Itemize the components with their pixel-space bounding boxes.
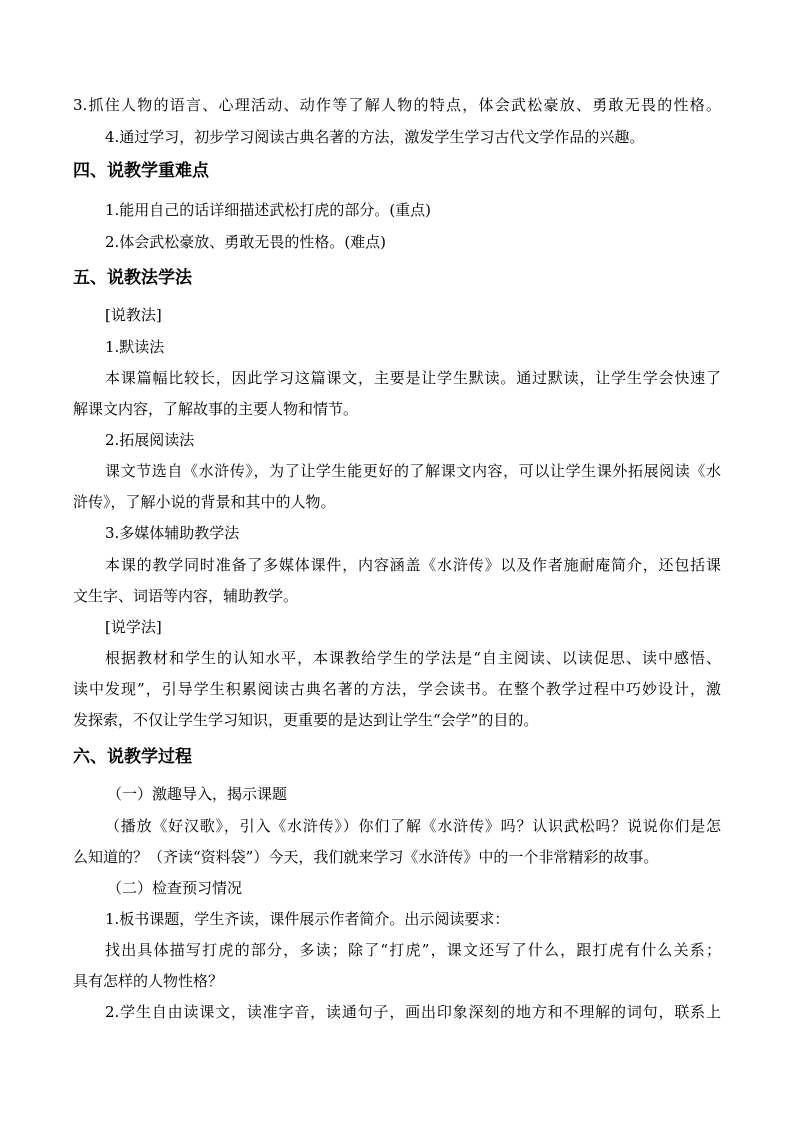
objective-item-3: 3.抓住人物的语言、心理活动、动作等了解人物的特点，体会武松豪放、勇敢无畏的性格。 (73, 96, 721, 114)
learning-method-line-1: 根据教材和学生的认知水平，本课教给学生的学法是“自主阅读、以读促思、读中感悟、 (105, 649, 721, 667)
process-2-item-1: 1.板书课题，学生齐读，课件展示作者简介。出示阅读要求： (105, 910, 510, 928)
process-2-title: （二）检查预习情况 (107, 879, 243, 897)
teaching-method-label: [说教法] (105, 306, 162, 324)
key-point-item-1: 1.能用自己的话详细描述武松打虎的部分。(重点) (105, 201, 432, 219)
section-4-heading: 四、说教学重难点 (73, 161, 209, 181)
method-1-line-1: 本课篇幅比较长，因此学习这篇课文，主要是让学生默读。通过默读，让学生学会快速了 (105, 369, 721, 387)
section-6-heading: 六、说教学过程 (73, 747, 192, 767)
learning-method-label: [说学法] (105, 618, 162, 636)
process-2-item-2: 2.学生自由读课文，读准字音，读通句子，画出印象深刻的地方和不理解的词句，联系上 (105, 1003, 721, 1021)
process-1-title: （一）激趣导入，揭示课题 (107, 785, 288, 803)
process-1-line-2: 么知道的？（齐读“资料袋”）今天，我们就来学习《水浒传》中的一个非常精彩的故事。 (73, 848, 659, 866)
learning-method-line-2: 读中发现”，引导学生积累阅读古典名著的方法，学会读书。在整个教学过程中巧妙设计，激 (73, 680, 721, 698)
process-2-item-1-line-2: 具有怎样的人物性格？ (73, 972, 224, 990)
method-1-title: 1.默读法 (105, 338, 165, 356)
method-3-line-1: 本课的教学同时准备了多媒体课件，内容涵盖《水浒传》以及作者施耐庵简介，还包括课 (105, 556, 721, 574)
process-2-item-1-line-1: 找出具体描写打虎的部分，多读；除了“打虎”，课文还写了什么，跟打虎有什么关系； (105, 941, 721, 959)
learning-method-line-3: 发探索，不仅让学生学习知识，更重要的是达到让学生“会学”的目的。 (73, 711, 539, 729)
method-3-line-2: 文生字、词语等内容，辅助教学。 (73, 587, 299, 605)
method-2-title: 2.拓展阅读法 (105, 431, 195, 449)
key-point-item-2: 2.体会武松豪放、勇敢无畏的性格。(难点) (105, 233, 387, 251)
method-1-line-2: 解课文内容，了解故事的主要人物和情节。 (73, 400, 359, 418)
objective-item-4: 4.通过学习，初步学习阅读古典名著的方法，激发学生学习古代文学作品的兴趣。 (105, 128, 645, 146)
method-2-line-2: 浒传》，了解小说的背景和其中的人物。 (73, 493, 336, 511)
section-5-heading: 五、说教法学法 (73, 268, 192, 288)
method-3-title: 3.多媒体辅助教学法 (105, 524, 240, 542)
process-1-line-1: （播放《好汉歌》，引入《水浒传》）你们了解《水浒传》吗？认识武松吗？说说你们是怎 (105, 817, 721, 835)
method-2-line-1: 课文节选自《水浒传》，为了让学生能更好的了解课文内容，可以让学生课外拓展阅读《水 (105, 462, 721, 480)
